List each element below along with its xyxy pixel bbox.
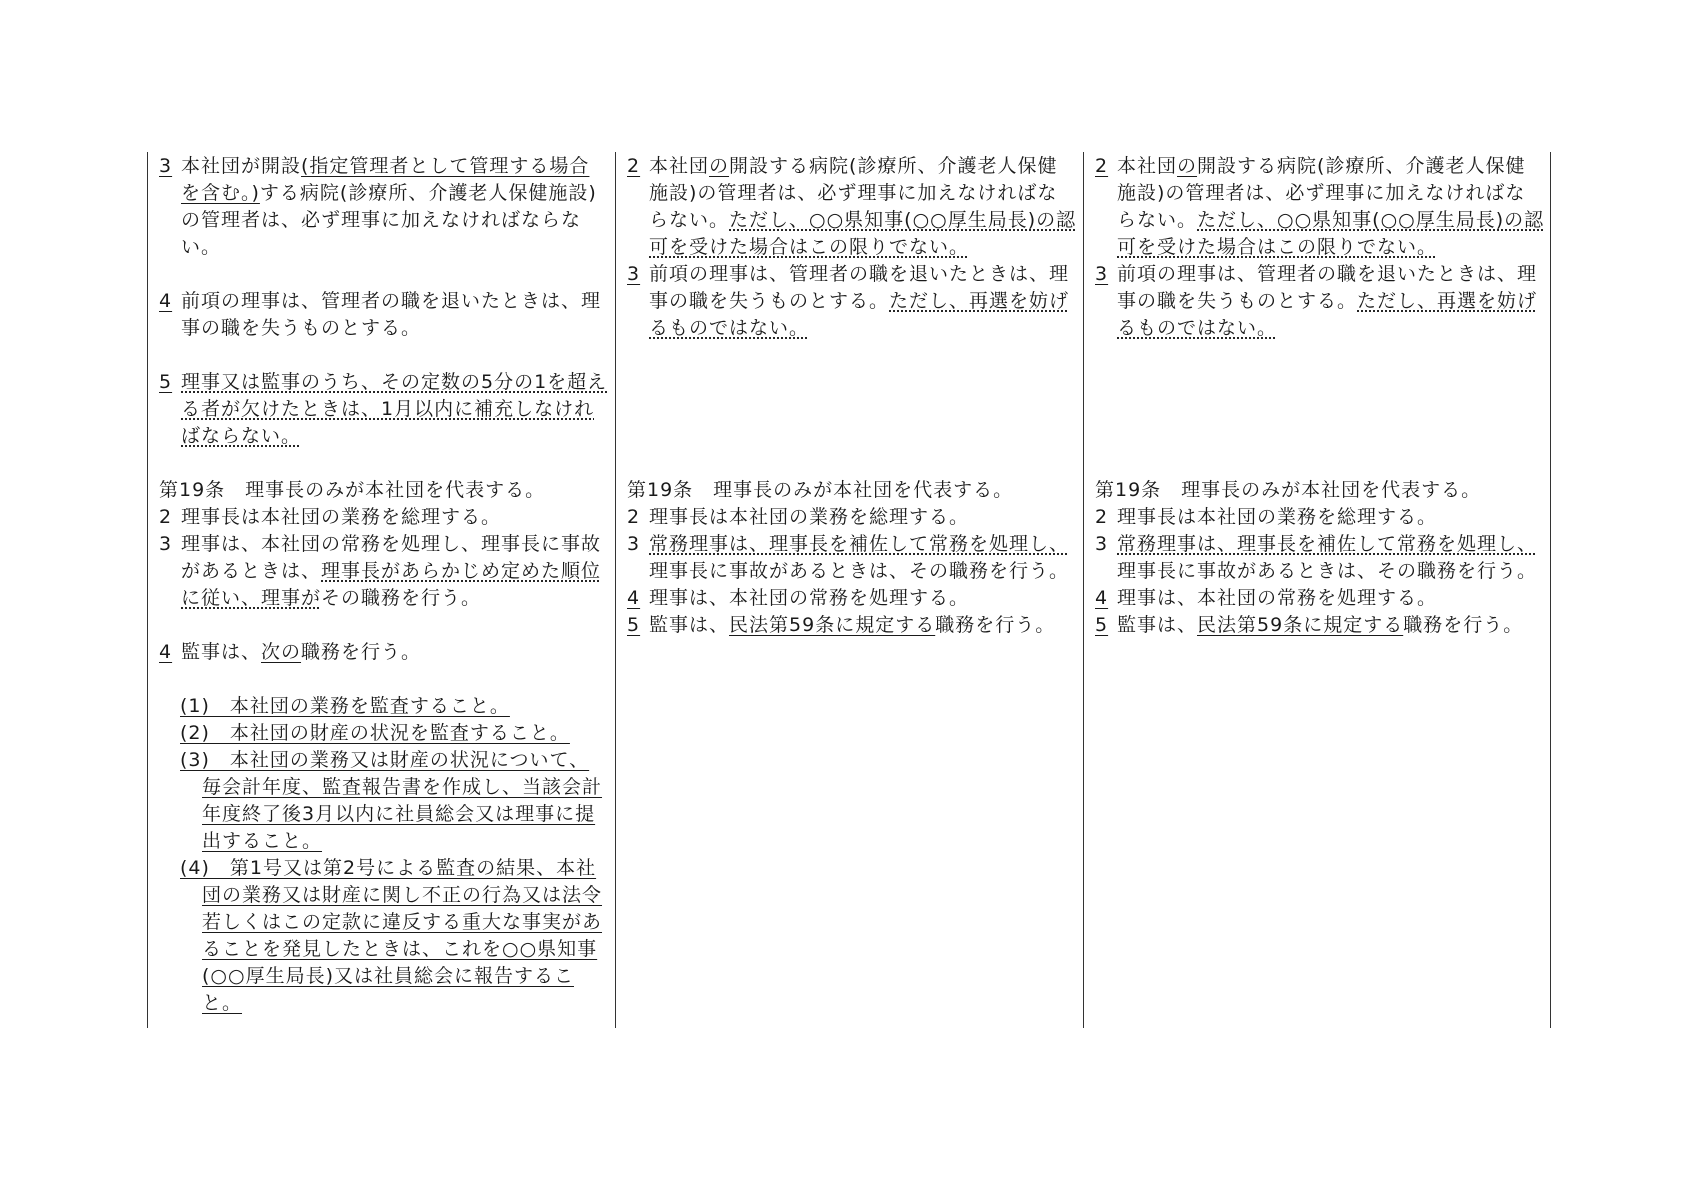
article-19-para-5: 5 監事は、民法第59条に規定する職務を行う。 [627,614,1056,636]
clause-5: 5 理事又は監事のうち、その定数の5分の1を超える者が欠けたときは、1月以内に補充しなければならない。 [159,371,608,447]
table-border-1 [615,152,616,1028]
table-border-right [1550,152,1551,1028]
article-19-para-4: 4 監事は、次の職務を行う。 [159,641,422,663]
table-border-left [147,152,148,1028]
article-19-para-4: 4 理事は、本社団の常務を処理する。 [627,587,970,609]
duty-item-3: (3) 本社団の業務又は財産の状況について、毎会計年度、監査報告書を作成し、当該会計年度終了後3月以内に社員総会又は理事に提出すること。 [180,749,603,852]
article-19-para-2: 2 理事長は本社団の業務を総理する。 [627,506,970,528]
column-model [1095,153,1545,639]
clause-3: 3 本社団が開設(指定管理者として管理する場合を含む。)する病院(診療所、介護老人保健施設)の管理者は、必ず理事に加えなければならない。 [159,155,597,258]
duty-item-4: (4) 第1号又は第2号による監査の結果、本社団の業務又は財産に関し不正の行為又は法令若しくはこの定款に違反する重大な事実があることを発見したときは、これを○○県知事(○○厚生局長)又は社員総会に報告すること。 [180,857,603,1014]
article-19-para-2: 2 理事長は本社団の業務を総理する。 [1095,506,1438,528]
clause-2: 2 本社団の開設する病院(診療所、介護老人保健施設)の管理者は、必ず理事に加えなければならない。ただし、○○県知事(○○厚生局長)の認可を受けた場合はこの限りでない。 [1095,155,1545,258]
duty-item-1: (1) 本社団の業務を監査すること。 [180,695,510,717]
article-19-para-4: 4 理事は、本社団の常務を処理する。 [1095,587,1438,609]
clause-3: 3 前項の理事は、管理者の職を退いたときは、理事の職を失うものとする。ただし、再選を妨げるものではない。 [627,263,1070,339]
clause-3: 3 前項の理事は、管理者の職を退いたときは、理事の職を失うものとする。ただし、再選を妨げるものではない。 [1095,263,1538,339]
article-19: 第19条 理事長のみが本社団を代表する。 [627,479,1014,501]
article-19-para-2: 2 理事長は本社団の業務を総理する。 [159,506,502,528]
table-border-2 [1083,152,1084,1028]
article-19-para-3: 3 理事は、本社団の常務を処理し、理事長に事故があるときは、理事長があらかじめ定めた順位に従い、理事がその職務を行う。 [159,533,602,609]
column-middle [627,153,1077,639]
duty-item-2: (2) 本社団の財産の状況を監査すること。 [180,722,570,744]
article-19: 第19条 理事長のみが本社団を代表する。 [1095,479,1482,501]
clause-2: 2 本社団の開設する病院(診療所、介護老人保健施設)の管理者は、必ず理事に加えなければならない。ただし、○○県知事(○○厚生局長)の認可を受けた場合はこの限りでない。 [627,155,1077,258]
article-19: 第19条 理事長のみが本社団を代表する。 [159,479,546,501]
article-19-para-5: 5 監事は、民法第59条に規定する職務を行う。 [1095,614,1524,636]
clause-4: 4 前項の理事は、管理者の職を退いたときは、理事の職を失うものとする。 [159,290,602,339]
article-19-para-3: 3 常務理事は、理事長を補佐して常務を処理し、理事長に事故があるときは、その職務を行う。 [627,533,1070,582]
column-current [159,153,609,1017]
article-19-para-3: 3 常務理事は、理事長を補佐して常務を処理し、理事長に事故があるときは、その職務を行う。 [1095,533,1538,582]
